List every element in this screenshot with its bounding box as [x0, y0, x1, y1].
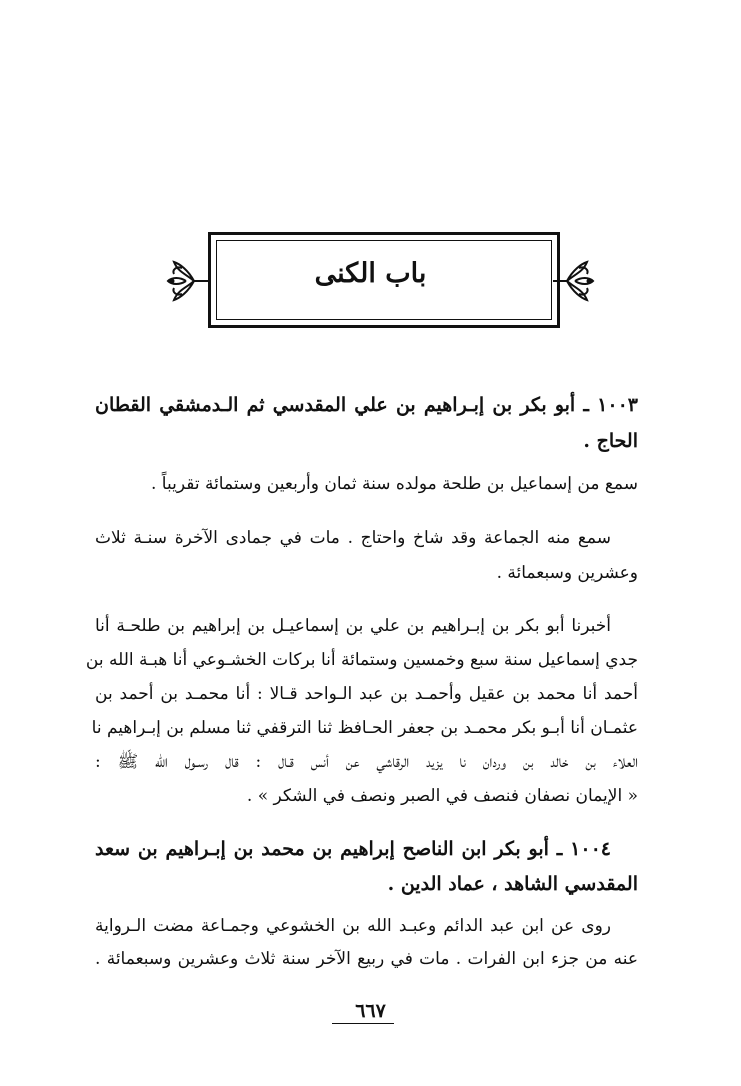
- entry-1003-paragraph-3-line-6: « الإيمان نصفان فنصف في الصبر ونصف في الشكر » .: [246, 786, 638, 806]
- entry-1004-heading-line-2: المقدسي الشاهد ، عماد الدين .: [387, 873, 638, 895]
- section-title: باب الكنى: [314, 258, 427, 289]
- entry-1003-paragraph-3-line-3: أحمد أنا محمد بن عقيل وأحمـد بن عبد الـواحد قـالا : أنا محمـد بن أحمد بن: [95, 684, 638, 704]
- entry-1003-paragraph-3-line-4: عثمـان أنا أبـو بكر محمـد بن جعفر الحـافظ ثنا الترقفي ثنا مسلم بن إبـراهيم نا: [91, 718, 638, 738]
- entry-1004-heading-line-1: ١٠٠٤ ـ أبو بكر ابن الناصح إبراهيم بن محمد بن إبـراهيم بن سعد: [95, 838, 611, 860]
- entry-1003-paragraph-3-line-2: جدي إسماعيل سنة سبع وخمسين وستمائة أنا بركات الخشـوعي أنا هبـة الله بن: [85, 650, 638, 670]
- entry-1004-paragraph-1-line-1: روى عن ابن عبد الدائم وعبـد الله بن الخشوعي وجمـاعة مضت الـرواية: [95, 916, 611, 936]
- page-number: ٦٦٧: [355, 1000, 386, 1022]
- entry-1003-paragraph-3-line-5: العلاء بن خالد بن وردان نا يزيد الرقاشي عن أنس قـال : قال رسـول الله ﷺ :: [95, 752, 638, 772]
- entry-1003-paragraph-1-line-1: سمع من إسماعيل بن طلحة مولده سنة ثمان وأربعين وستمائة تقريباً .: [151, 474, 638, 494]
- entry-1004-paragraph-1-line-2: عنه من جزء ابن الفرات . مات في ربيع الآخر سنة ثلاث وعشرين وسبعمائة .: [95, 949, 638, 969]
- entry-1003-paragraph-2-line-2: وعشرين وسبعمائة .: [496, 563, 638, 583]
- entry-1003-paragraph-2-line-1: سمع منه الجماعة وقد شاخ واحتاج . مات في جمادى الآخرة سنـة ثلاث: [95, 528, 611, 548]
- entry-1003-paragraph-3-line-1: أخبرنا أبو بكر بن إبـراهيم بن علي بن إسماعيـل بن إبراهيم بن طلحـة أنا: [95, 616, 611, 636]
- entry-1003-heading-line-1: ١٠٠٣ ـ أبو بكر بن إبـراهيم بن علي المقدسي ثم الـدمشقي القطان: [95, 394, 638, 416]
- page-number-underline: [332, 1023, 394, 1024]
- entry-1003-heading-line-2: الحاج .: [583, 430, 638, 452]
